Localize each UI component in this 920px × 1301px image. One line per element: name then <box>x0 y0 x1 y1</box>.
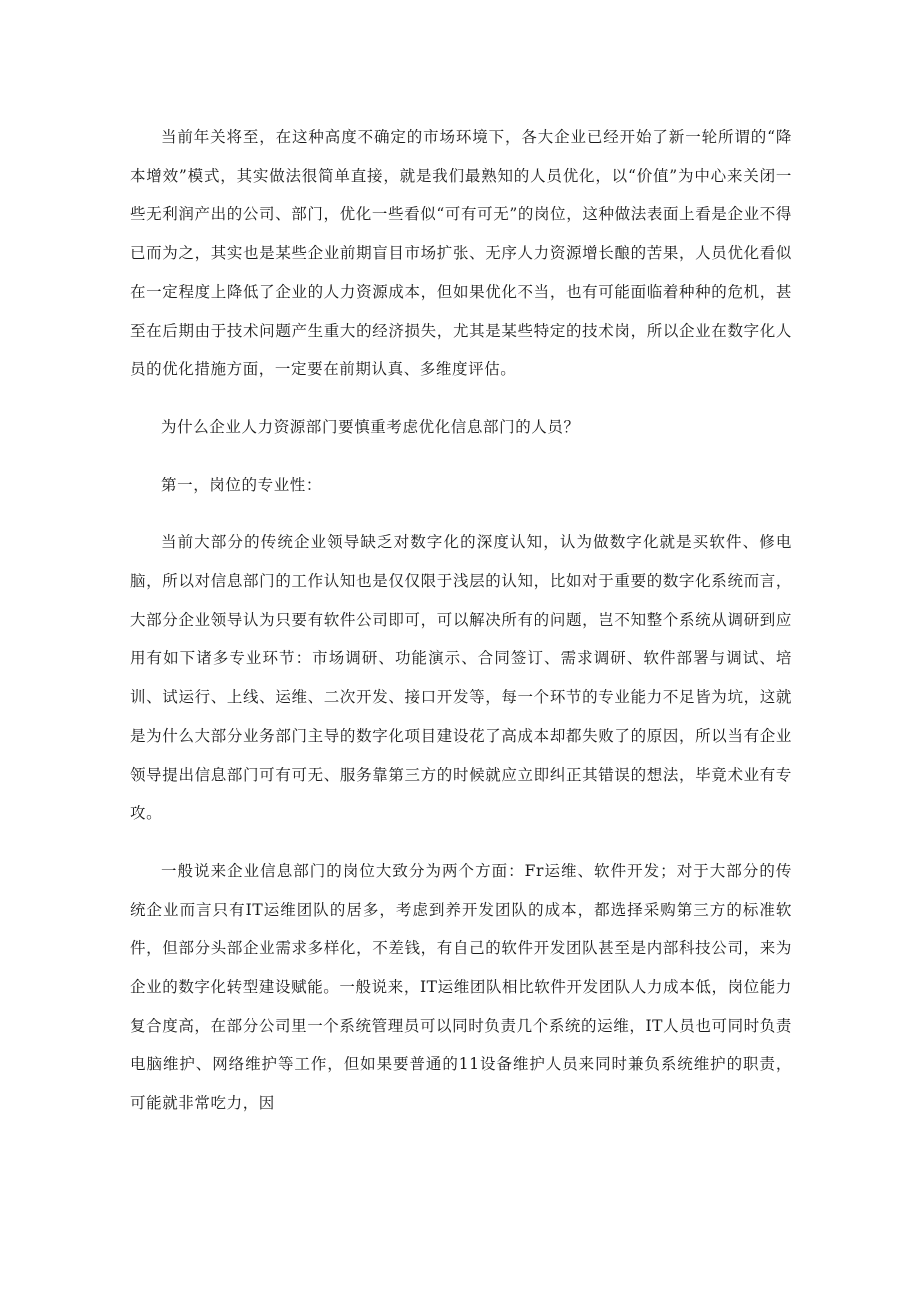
document-body <box>130 118 792 1142</box>
paragraph-intro: 当前年关将至，在这种高度不确定的市场环境下，各大企业已经开始了新一轮所谓的“降本增效”模式，其实做法很简单直接，就是我们最熟知的人员优化，以“价值”为中心来关闭一些无利润产出的公司、部门，优化一些看似“可有可无”的岗位，这种做法表面上看是企业不得已而为之，其实也是某些企业前期盲目市场扩张、无序人力资源增长酿的苦果，人员优化看似在一定程度上降低了企业的人力资源成本，但如果优化不当，也有可能面临着种种的危机，甚至在后期由于技术问题产生重大的经济损失，尤其是某些特定的技术岗，所以企业在数字化人员的优化措施方面，一定要在前期认真、多维度评估。 <box>130 128 792 379</box>
paragraph-question: 为什么企业人力资源部门要慎重考虑优化信息部门的人员？ <box>161 417 580 436</box>
paragraph-professionalism: 当前大部分的传统企业领导缺乏对数字化的深度认知，认为做数字化就是买软件、修电脑，所以对信息部门的工作认知也是仅仅限于浅层的认知，比如对于重要的数字化系统而言，大部分企业领导认为只要有软件公司即可，可以解决所有的问题，岂不知整个系统从调研到应用有如下诸多专业环节：市场调研、功能演示、合同签订、需求调研、软件部署与调试、培训、试运行、上线、运维、二次开发、接口开发等，每一个环节的专业能力不足皆为坑，这就是为什么大部分业务部门主导的数字化项目建设花了高成本却都失败了的原因，所以当有企业领导提出信息部门可有可无、服务靠第三方的时候就应立即纠正其错误的想法，毕竟术业有专攻。 <box>130 533 792 823</box>
paragraph-heading-first: 第一，岗位的专业性： <box>161 475 323 494</box>
paragraph-it-roles: 一般说来企业信息部门的岗位大致分为两个方面：Fr运维、软件开发；对于大部分的传统企业而言只有IT运维团队的居多，考虑到养开发团队的成本，都选择采购第三方的标准软件，但部分头部企业需求多样化，不差钱，有自己的软件开发团队甚至是内部科技公司，来为企业的数字化转型建设赋能。一般说来，IT运维团队相比软件开发团队人力成本低，岗位能力复合度高，在部分公司里一个系统管理员可以同时负责几个系统的运维，IT人员也可同时负责电脑维护、网络维护等工作，但如果要普通的11设备维护人员来同时兼负系统维护的职责，可能就非常吃力，因 <box>130 861 792 1113</box>
